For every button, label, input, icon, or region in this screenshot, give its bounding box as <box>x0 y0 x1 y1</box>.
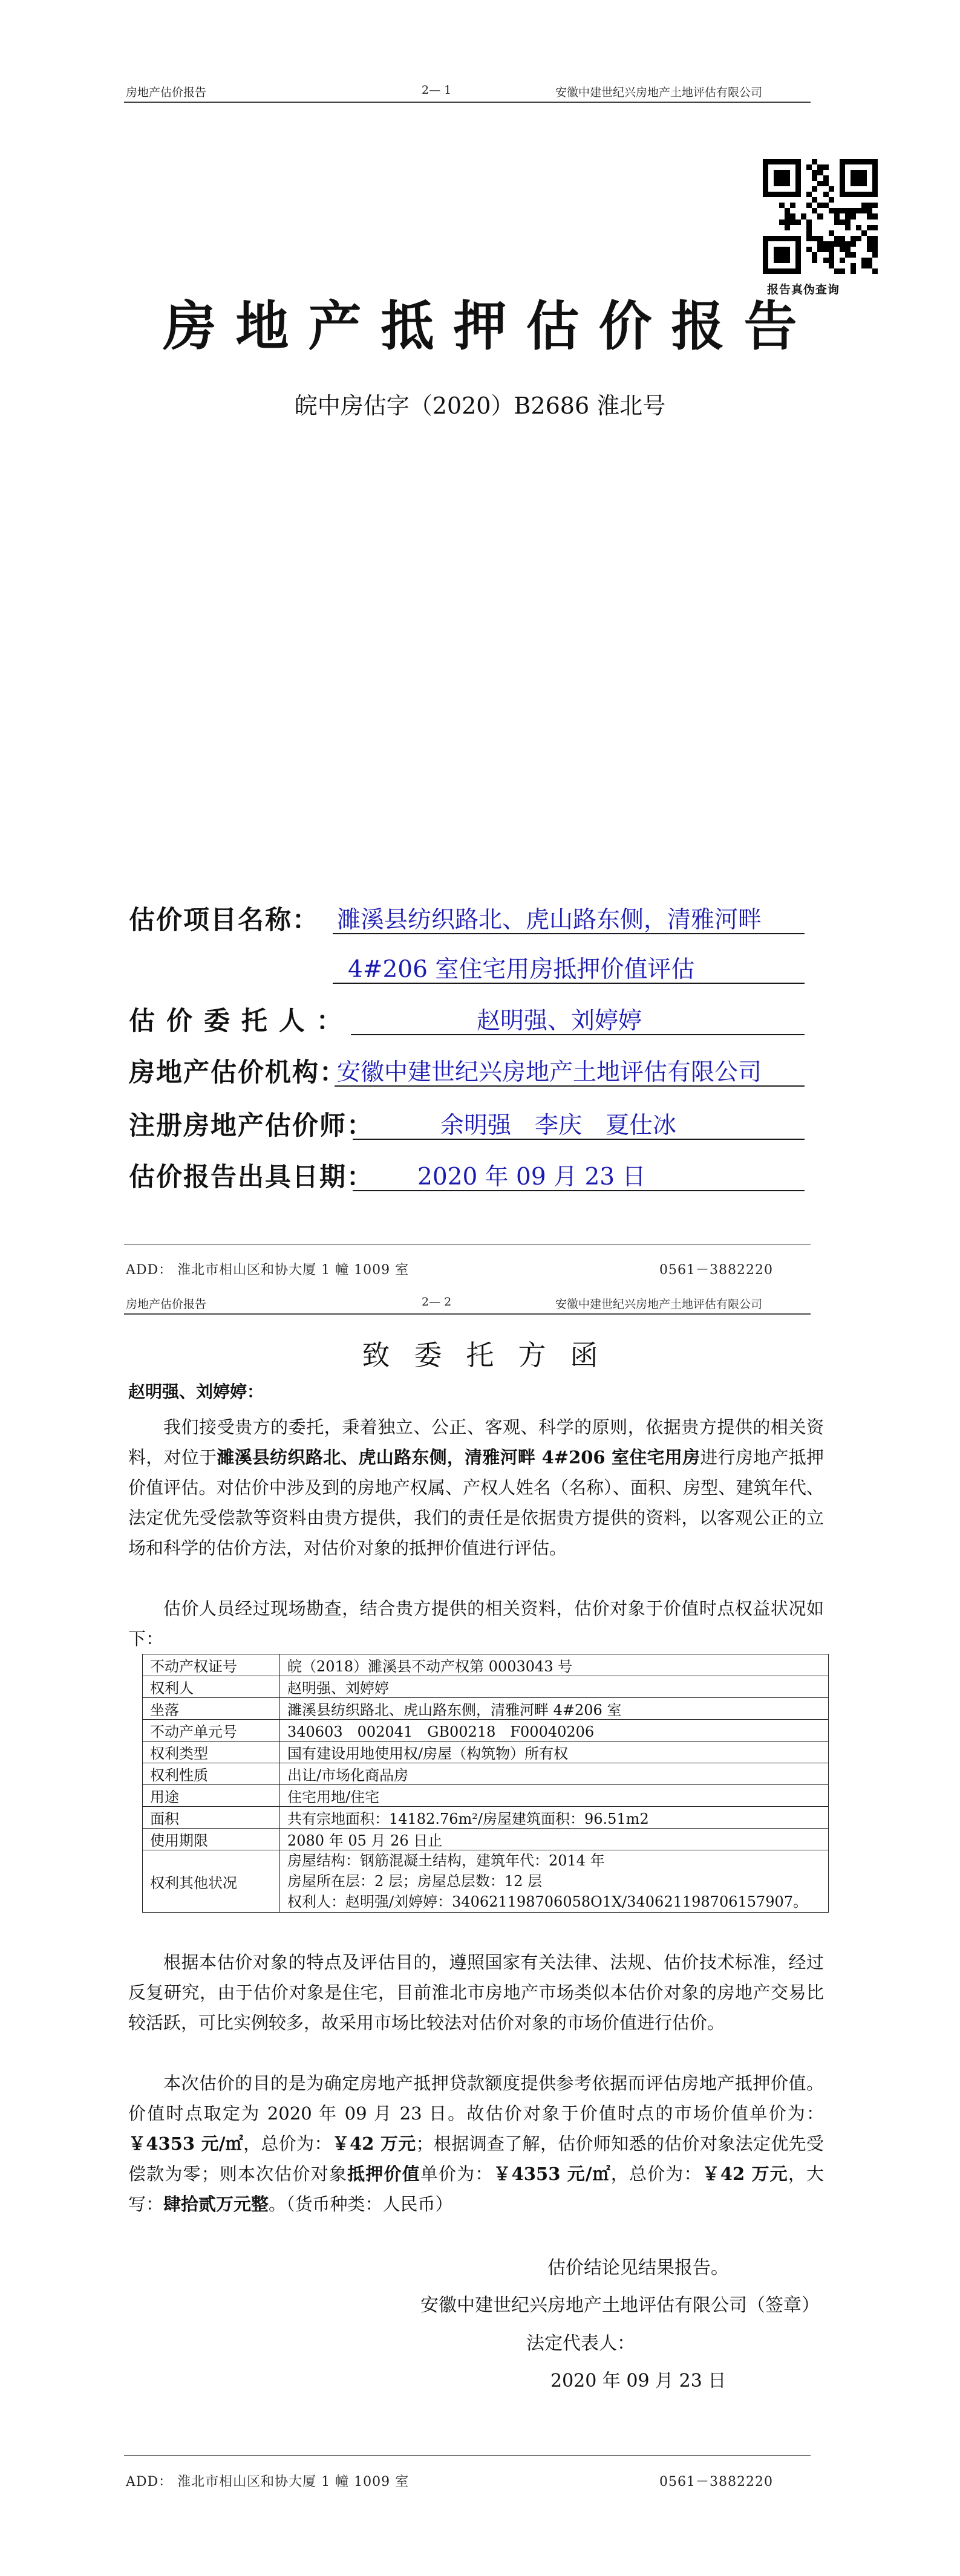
table-value: 皖（2018）濉溪县不动产权第 0003043 号 <box>280 1654 829 1676</box>
table-row <box>143 1785 829 1807</box>
qr-label: 报告真伪查询 <box>767 283 840 296</box>
salutation: 赵明强、刘婷婷： <box>128 1382 264 1402</box>
table-value: 出让/市场化商品房 <box>280 1763 829 1785</box>
letter-date: 2020 年 09 月 23 日 <box>550 2370 727 2392</box>
table-key: 不动产权证号 <box>143 1654 280 1676</box>
report-number: 皖中房估字（2020）B2686 淮北号 <box>294 392 666 419</box>
table-value: 国有建设用地使用权/房屋（构筑物）所有权 <box>280 1742 829 1763</box>
table-value: 濉溪县纺织路北、虎山路东侧，清雅河畔 4#206 室 <box>280 1698 829 1720</box>
table-row <box>143 1850 829 1913</box>
property-info-table <box>142 1654 829 1913</box>
client-underline <box>351 1034 805 1035</box>
date-value: 2020 年 09 月 23 日 <box>417 1163 646 1191</box>
page1-footer-rule <box>124 1244 811 1245</box>
table-key: 权利人 <box>143 1676 280 1698</box>
legal-representative: 法定代表人： <box>526 2333 635 2354</box>
table-value: 共有宗地面积：14182.76m²/房屋建筑面积：96.51m2 <box>280 1807 829 1829</box>
agency-label: 房地产估价机构： <box>129 1058 347 1088</box>
other-status-line: 房屋所在层：2 层；房屋总层数：12 层 <box>287 1873 543 1890</box>
letter-title: 致委托方函 <box>362 1339 622 1371</box>
table-row <box>143 1654 829 1676</box>
table-key: 坐落 <box>143 1698 280 1720</box>
page1-footer-phone: 0561－3882220 <box>659 1263 773 1278</box>
table-row <box>143 1698 829 1720</box>
client-value: 赵明强、刘婷婷 <box>477 1007 642 1035</box>
paragraph-4: 本次估价的目的是为确定房地产抵押贷款额度提供参考依据而评估房地产抵押价值。价值时点取定为 2020 年 09 月 23 日。故估价对象于价值时点的市场价值单价为：￥4353 元/㎡，总价为：￥42 万元；根据调查了解，估价师知悉的估价对象法定优先受偿款为零；则本次估价对象抵押价值单价为：￥4353 元/㎡，总价为：￥42 万元，大写：肆拾贰万元整。（货币种类：人民币） <box>128 2073 824 2214</box>
table-key: 用途 <box>143 1785 280 1807</box>
agency-underline <box>335 1085 805 1087</box>
report-title: 房地产抵押估价报告 <box>163 294 817 357</box>
page1-footer-address: ADD： 淮北市相山区和协大厦 1 幢 1009 室 <box>126 1263 410 1278</box>
date-label: 估价报告出具日期： <box>129 1162 374 1192</box>
page2-header-rule <box>124 1313 811 1315</box>
page1-header-rule <box>124 102 811 103</box>
appraiser-underline <box>353 1139 805 1140</box>
page2-footer-address: ADD： 淮北市相山区和协大厦 1 幢 1009 室 <box>126 2474 410 2490</box>
page2-header-left: 房地产估价报告 <box>126 1298 207 1311</box>
project-value-line1: 濉溪县纺织路北、虎山路东侧，清雅河畔 <box>337 906 762 934</box>
date-underline <box>353 1190 805 1191</box>
table-key: 面积 <box>143 1807 280 1829</box>
table-row <box>143 1742 829 1763</box>
table-value: 340603 002041 GB00218 F00040206 <box>280 1720 829 1742</box>
table-value: 2080 年 05 月 26 日止 <box>280 1829 829 1850</box>
paragraph-3: 根据本估价对象的特点及评估目的，遵照国家有关法律、法规、估价技术标准，经过反复研究，由于估价对象是住宅，目前淮北市房地产市场类似本估价对象的房地产交易比较活跃，可比实例较多，故采用市场比较法对估价对象的市场价值进行估价。 <box>128 1952 824 2033</box>
table-value <box>280 1850 829 1913</box>
table-value: 住宅用地/住宅 <box>280 1785 829 1807</box>
table-key: 权利类型 <box>143 1742 280 1763</box>
table-row <box>143 1676 829 1698</box>
table-row <box>143 1829 829 1850</box>
page2-page-number: 2— 2 <box>422 1295 452 1309</box>
project-underline-1 <box>333 933 805 934</box>
client-label: 估 价 委 托 人 ： <box>129 1006 344 1036</box>
table-row <box>143 1763 829 1785</box>
table-key: 不动产单元号 <box>143 1720 280 1742</box>
table-row <box>143 1720 829 1742</box>
conclusion-note: 估价结论见结果报告。 <box>547 2257 729 2278</box>
company-signature: 安徽中建世纪兴房地产土地评估有限公司（签章） <box>420 2295 820 2316</box>
other-status-line: 房屋结构：钢筋混凝土结构，建筑年代：2014 年 <box>287 1852 605 1869</box>
qr-code-icon[interactable] <box>763 159 878 274</box>
project-underline-2 <box>333 983 805 984</box>
agency-value: 安徽中建世纪兴房地产土地评估有限公司 <box>337 1059 762 1086</box>
page2-header-right: 安徽中建世纪兴房地产土地评估有限公司 <box>555 1298 763 1311</box>
project-value-line2: 4#206 室住宅用房抵押价值评估 <box>348 956 695 983</box>
project-label: 估价项目名称： <box>129 905 319 935</box>
appraiser-value: 余明强 李庆 夏仕冰 <box>440 1112 677 1139</box>
table-key: 权利其他状况 <box>143 1850 280 1913</box>
page1-page-number: 2— 1 <box>422 83 452 97</box>
page2-footer-rule <box>124 2455 811 2456</box>
table-value: 赵明强、刘婷婷 <box>280 1676 829 1698</box>
paragraph-2: 估价人员经过现场勘查，结合贵方提供的相关资料，估价对象于价值时点权益状况如下： <box>128 1598 824 1649</box>
page2-footer-phone: 0561－3882220 <box>659 2474 773 2490</box>
page1-header-right: 安徽中建世纪兴房地产土地评估有限公司 <box>555 86 763 99</box>
appraiser-label: 注册房地产估价师： <box>129 1111 374 1141</box>
table-key: 使用期限 <box>143 1829 280 1850</box>
paragraph-1: 我们接受贵方的委托，秉着独立、公正、客观、科学的原则，依据贵方提供的相关资料，对位于濉溪县纺织路北、虎山路东侧，清雅河畔 4#206 室住宅用房进行房地产抵押价值评估。对估价中涉及到的房地产权属、产权人姓名（名称）、面积、房型、建筑年代、法定优先受偿款等资料由贵方提供，我们的责任是依据贵方提供的资料，以客观公正的立场和科学的估价方法，对估价对象的抵押价值进行评估。 <box>128 1417 824 1558</box>
table-row <box>143 1807 829 1829</box>
other-status-line: 权利人：赵明强/刘婷婷：340621198706058O1X/340621198706157907。 <box>287 1893 808 1910</box>
table-key: 权利性质 <box>143 1763 280 1785</box>
page1-header-left: 房地产估价报告 <box>126 86 207 99</box>
